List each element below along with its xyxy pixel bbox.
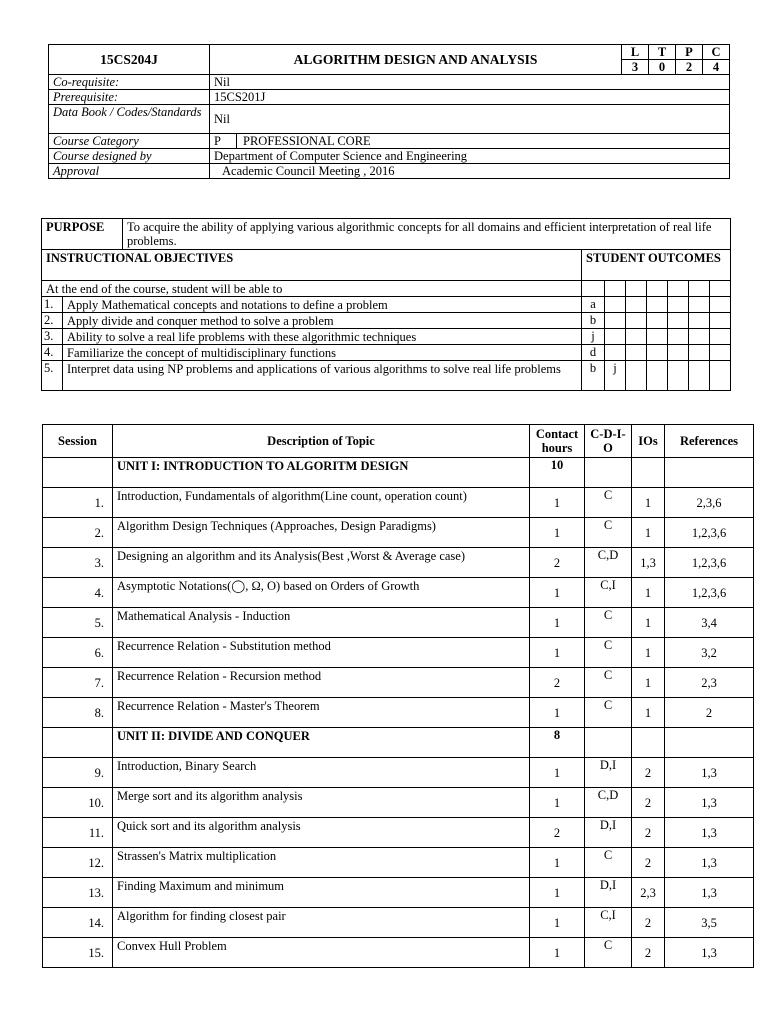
contact-hours: 2 (530, 668, 585, 698)
purpose-label: PURPOSE (42, 219, 123, 250)
objective-number: 5. (42, 361, 63, 391)
cdio-code: C,D (585, 548, 632, 578)
ltpc-value-c: 4 (703, 60, 730, 75)
ios-value: 2 (632, 788, 665, 818)
session-number: 1. (43, 488, 113, 518)
topic-description: Finding Maximum and minimum (113, 878, 530, 908)
objective-row (42, 361, 731, 391)
table-row (43, 698, 754, 728)
references-header: References (665, 425, 754, 458)
objective-row (42, 345, 731, 361)
references-value: 1,2,3,6 (665, 518, 754, 548)
cdio-header: C-D-I-O (585, 425, 632, 458)
references-value (665, 728, 754, 758)
outcome-cell: j (582, 329, 605, 345)
table-row (43, 938, 754, 968)
schedule-header-row (43, 425, 754, 458)
schedule-body (43, 458, 754, 968)
unit-row (43, 458, 754, 488)
prerequisite-label: Prerequisite: (49, 90, 210, 105)
unit-row (43, 728, 754, 758)
corequisite-label: Co-requisite: (49, 75, 210, 90)
outcome-cell (605, 297, 626, 313)
ltpc-label-p: P (676, 45, 703, 60)
topic-description: Quick sort and its algorithm analysis (113, 818, 530, 848)
outcome-cell: j (605, 361, 626, 391)
outcome-cell (668, 313, 689, 329)
approval-value: Academic Council Meeting , 2016 (210, 164, 730, 179)
objective-text: Apply Mathematical concepts and notations to define a problem (63, 297, 582, 313)
cdio-code: C (585, 938, 632, 968)
outcome-cell (626, 281, 647, 297)
approval-label: Approval (49, 164, 210, 179)
session-number: 3. (43, 548, 113, 578)
instructional-objectives-header: INSTRUCTIONAL OBJECTIVES (42, 250, 582, 281)
course-designed-by-label: Course designed by (49, 149, 210, 164)
table-row (43, 878, 754, 908)
outcome-cell (668, 281, 689, 297)
ltpc-value-p: 2 (676, 60, 703, 75)
ios-value: 2 (632, 938, 665, 968)
outcome-cell (689, 329, 710, 345)
outcome-cell: b (582, 361, 605, 391)
session-number: 7. (43, 668, 113, 698)
outcome-cell (647, 329, 668, 345)
topic-description: Algorithm Design Techniques (Approaches, Design Paradigms) (113, 518, 530, 548)
ios-value: 2 (632, 818, 665, 848)
outcome-cell (689, 297, 710, 313)
outcome-cell (689, 281, 710, 297)
ltpc-value-l: 3 (622, 60, 649, 75)
course-info-table (48, 44, 730, 179)
course-category-code: P (210, 134, 237, 148)
contact-hours: 2 (530, 548, 585, 578)
objective-number: 2. (42, 313, 63, 329)
contact-hours: 1 (530, 518, 585, 548)
session-number: 4. (43, 578, 113, 608)
ios-value (632, 458, 665, 488)
table-row (43, 758, 754, 788)
ios-value: 1 (632, 668, 665, 698)
contact-hours: 1 (530, 698, 585, 728)
topic-description: Designing an algorithm and its Analysis(Best ,Worst & Average case) (113, 548, 530, 578)
objective-number: 1. (42, 297, 63, 313)
outcome-cell (710, 313, 731, 329)
references-value: 1,3 (665, 848, 754, 878)
objectives-intro: At the end of the course, student will be able to (42, 281, 582, 297)
cdio-code: D,I (585, 818, 632, 848)
ios-value: 2 (632, 908, 665, 938)
references-value: 2,3 (665, 668, 754, 698)
table-row (43, 818, 754, 848)
cdio-code: C (585, 518, 632, 548)
contact-hours: 1 (530, 488, 585, 518)
references-value: 1,3 (665, 938, 754, 968)
outcome-cell (689, 345, 710, 361)
session-number: 6. (43, 638, 113, 668)
table-row (43, 668, 754, 698)
table-row (43, 548, 754, 578)
topic-description: Strassen's Matrix multiplication (113, 848, 530, 878)
prerequisite-value: 15CS201J (210, 90, 730, 105)
cdio-code: D,I (585, 878, 632, 908)
cdio-code: C (585, 698, 632, 728)
ltpc-label-c: C (703, 45, 730, 60)
outcome-cell (668, 329, 689, 345)
references-value (665, 458, 754, 488)
course-category-value (210, 134, 730, 149)
cdio-code: C (585, 848, 632, 878)
topic-description: Algorithm for finding closest pair (113, 908, 530, 938)
ios-value: 1 (632, 608, 665, 638)
outcome-cell (710, 361, 731, 391)
data-book-label: Data Book / Codes/Standards (49, 105, 210, 134)
contact-hours-header: Contact hours (530, 425, 585, 458)
outcome-cell: d (582, 345, 605, 361)
outcome-cell (626, 345, 647, 361)
cdio-code: C (585, 488, 632, 518)
references-value: 2 (665, 698, 754, 728)
session-number (43, 458, 113, 488)
ios-value: 1 (632, 698, 665, 728)
objective-text: Familiarize the concept of multidisciplinary functions (63, 345, 582, 361)
outcome-cell (668, 361, 689, 391)
session-number: 12. (43, 848, 113, 878)
ios-value: 2 (632, 758, 665, 788)
outcome-cell (605, 313, 626, 329)
objective-text: Interpret data using NP problems and applications of various algorithms to solve real life problems (63, 361, 582, 391)
description-header: Description of Topic (113, 425, 530, 458)
references-value: 3,2 (665, 638, 754, 668)
ios-value: 1 (632, 518, 665, 548)
outcome-cell (626, 297, 647, 313)
cdio-code: C,D (585, 788, 632, 818)
table-row (43, 578, 754, 608)
table-row (43, 848, 754, 878)
objective-row (42, 313, 731, 329)
ios-value: 2 (632, 848, 665, 878)
course-category-label: Course Category (49, 134, 210, 149)
outcome-cell (605, 329, 626, 345)
session-number: 11. (43, 818, 113, 848)
session-number: 13. (43, 878, 113, 908)
course-designed-by-value: Department of Computer Science and Engineering (210, 149, 730, 164)
cdio-code: C,I (585, 908, 632, 938)
outcome-cell (647, 281, 668, 297)
data-book-value: Nil (210, 105, 730, 134)
outcome-cell (605, 345, 626, 361)
outcome-cell (605, 281, 626, 297)
course-title: ALGORITHM DESIGN AND ANALYSIS (210, 45, 622, 75)
topic-description: Asymptotic Notations(◯, Ω, O) based on Orders of Growth (113, 578, 530, 608)
session-number: 2. (43, 518, 113, 548)
ltpc-value-t: 0 (649, 60, 676, 75)
session-number (43, 728, 113, 758)
ltpc-label-l: L (622, 45, 649, 60)
purpose-text: To acquire the ability of applying various algorithmic concepts for all domains and efficient interpretation of real life problems. (123, 219, 731, 250)
outcome-cell (626, 313, 647, 329)
ios-header: IOs (632, 425, 665, 458)
student-outcomes-header: STUDENT OUTCOMES (582, 250, 731, 281)
topic-description: Merge sort and its algorithm analysis (113, 788, 530, 818)
objective-number: 4. (42, 345, 63, 361)
ios-value: 2,3 (632, 878, 665, 908)
topic-description: Recurrence Relation - Recursion method (113, 668, 530, 698)
table-row (43, 608, 754, 638)
table-row (43, 908, 754, 938)
contact-hours: 10 (530, 458, 585, 488)
contact-hours: 1 (530, 638, 585, 668)
references-value: 3,5 (665, 908, 754, 938)
outcome-cell (710, 329, 731, 345)
contact-hours: 1 (530, 878, 585, 908)
outcome-cell (668, 297, 689, 313)
contact-hours: 1 (530, 608, 585, 638)
outcome-cell (626, 329, 647, 345)
ios-value: 1 (632, 578, 665, 608)
topic-description: Introduction, Fundamentals of algorithm(Line count, operation count) (113, 488, 530, 518)
contact-hours: 1 (530, 578, 585, 608)
outcome-cell (710, 281, 731, 297)
outcome-cell (668, 345, 689, 361)
table-row (43, 638, 754, 668)
contact-hours: 8 (530, 728, 585, 758)
corequisite-value: Nil (210, 75, 730, 90)
outcome-cell (647, 313, 668, 329)
contact-hours: 1 (530, 908, 585, 938)
references-value: 1,2,3,6 (665, 578, 754, 608)
outcome-cell (626, 361, 647, 391)
references-value: 2,3,6 (665, 488, 754, 518)
session-number: 8. (43, 698, 113, 728)
outcome-cell (710, 297, 731, 313)
references-value: 3,4 (665, 608, 754, 638)
contact-hours: 2 (530, 818, 585, 848)
session-number: 9. (43, 758, 113, 788)
references-value: 1,3 (665, 878, 754, 908)
objective-row (42, 297, 731, 313)
cdio-code (585, 458, 632, 488)
objectives-table (41, 218, 731, 391)
contact-hours: 1 (530, 938, 585, 968)
topic-description: UNIT II: DIVIDE AND CONQUER (113, 728, 530, 758)
ios-value: 1 (632, 488, 665, 518)
outcome-cell (689, 361, 710, 391)
outcome-cell (710, 345, 731, 361)
topic-description: Introduction, Binary Search (113, 758, 530, 788)
outcome-cell: b (582, 313, 605, 329)
cdio-code: C,I (585, 578, 632, 608)
references-value: 1,3 (665, 788, 754, 818)
course-category-text: PROFESSIONAL CORE (243, 134, 371, 148)
references-value: 1,2,3,6 (665, 548, 754, 578)
outcome-cell (689, 313, 710, 329)
topic-description: Mathematical Analysis - Induction (113, 608, 530, 638)
topic-description: UNIT I: INTRODUCTION TO ALGORITM DESIGN (113, 458, 530, 488)
topic-description: Recurrence Relation - Substitution method (113, 638, 530, 668)
contact-hours: 1 (530, 758, 585, 788)
cdio-code: C (585, 668, 632, 698)
ios-value: 1,3 (632, 548, 665, 578)
course-code: 15CS204J (49, 45, 210, 75)
cdio-code: D,I (585, 758, 632, 788)
cdio-code: C (585, 608, 632, 638)
topic-description: Convex Hull Problem (113, 938, 530, 968)
objective-row (42, 329, 731, 345)
session-schedule-table (42, 424, 754, 968)
table-row (43, 488, 754, 518)
session-header: Session (43, 425, 113, 458)
table-row (43, 788, 754, 818)
objective-text: Apply divide and conquer method to solve a problem (63, 313, 582, 329)
ios-value (632, 728, 665, 758)
outcome-cell (647, 361, 668, 391)
session-number: 15. (43, 938, 113, 968)
outcome-cell (647, 297, 668, 313)
table-row (43, 518, 754, 548)
outcome-cell: a (582, 297, 605, 313)
session-number: 14. (43, 908, 113, 938)
references-value: 1,3 (665, 818, 754, 848)
outcome-cell (582, 281, 605, 297)
cdio-code: C (585, 638, 632, 668)
objective-text: Ability to solve a real life problems with these algorithmic techniques (63, 329, 582, 345)
contact-hours: 1 (530, 848, 585, 878)
references-value: 1,3 (665, 758, 754, 788)
cdio-code (585, 728, 632, 758)
session-number: 10. (43, 788, 113, 818)
contact-hours: 1 (530, 788, 585, 818)
topic-description: Recurrence Relation - Master's Theorem (113, 698, 530, 728)
objective-number: 3. (42, 329, 63, 345)
outcome-cell (647, 345, 668, 361)
session-number: 5. (43, 608, 113, 638)
ltpc-label-t: T (649, 45, 676, 60)
ios-value: 1 (632, 638, 665, 668)
